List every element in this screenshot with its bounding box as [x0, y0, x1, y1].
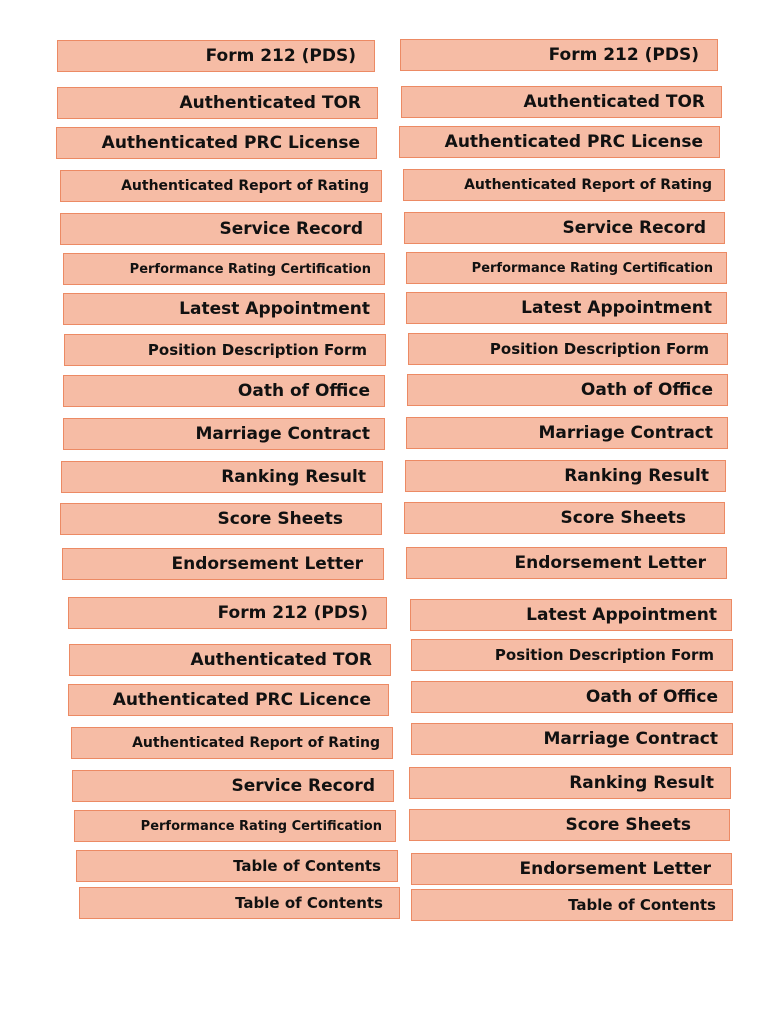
label-service-record: Service Record [404, 212, 725, 244]
label-authenticated-tor: Authenticated TOR [401, 86, 722, 118]
label-authenticated-prc-license: Authenticated PRC License [399, 126, 720, 158]
label-table-of-contents: Table of Contents [411, 889, 733, 921]
label-oath-of-office: Oath of Office [63, 375, 385, 407]
label-oath-of-office: Oath of Office [411, 681, 733, 713]
label-form-212: Form 212 (PDS) [68, 597, 387, 629]
label-latest-appointment: Latest Appointment [410, 599, 732, 631]
label-authenticated-tor: Authenticated TOR [57, 87, 378, 119]
label-authenticated-report-of-rating: Authenticated Report of Rating [71, 727, 393, 759]
label-ranking-result: Ranking Result [409, 767, 731, 799]
label-endorsement-letter: Endorsement Letter [62, 548, 384, 580]
label-performance-rating-certification: Performance Rating Certification [406, 252, 727, 284]
label-position-description-form: Position Description Form [411, 639, 733, 671]
label-endorsement-letter: Endorsement Letter [411, 853, 732, 885]
label-table-of-contents: Table of Contents [76, 850, 398, 882]
label-latest-appointment: Latest Appointment [63, 293, 385, 325]
label-marriage-contract: Marriage Contract [63, 418, 385, 450]
label-authenticated-prc-license: Authenticated PRC License [56, 127, 377, 159]
label-form-212: Form 212 (PDS) [400, 39, 718, 71]
label-service-record: Service Record [60, 213, 382, 245]
label-authenticated-tor: Authenticated TOR [69, 644, 391, 676]
label-ranking-result: Ranking Result [405, 460, 726, 492]
label-authenticated-report-of-rating: Authenticated Report of Rating [403, 169, 725, 201]
label-oath-of-office: Oath of Office [407, 374, 728, 406]
label-score-sheets: Score Sheets [60, 503, 382, 535]
label-marriage-contract: Marriage Contract [411, 723, 733, 755]
label-position-description-form: Position Description Form [64, 334, 386, 366]
label-endorsement-letter: Endorsement Letter [406, 547, 727, 579]
label-table-of-contents: Table of Contents [79, 887, 400, 919]
label-authenticated-report-of-rating: Authenticated Report of Rating [60, 170, 382, 202]
label-performance-rating-certification: Performance Rating Certification [74, 810, 396, 842]
label-authenticated-prc-licence: Authenticated PRC Licence [68, 684, 389, 716]
label-score-sheets: Score Sheets [404, 502, 725, 534]
label-service-record: Service Record [72, 770, 394, 802]
label-performance-rating-certification: Performance Rating Certification [63, 253, 385, 285]
label-position-description-form: Position Description Form [408, 333, 728, 365]
label-marriage-contract: Marriage Contract [406, 417, 728, 449]
label-latest-appointment: Latest Appointment [406, 292, 727, 324]
label-score-sheets: Score Sheets [409, 809, 730, 841]
label-ranking-result: Ranking Result [61, 461, 383, 493]
label-form-212: Form 212 (PDS) [57, 40, 375, 72]
